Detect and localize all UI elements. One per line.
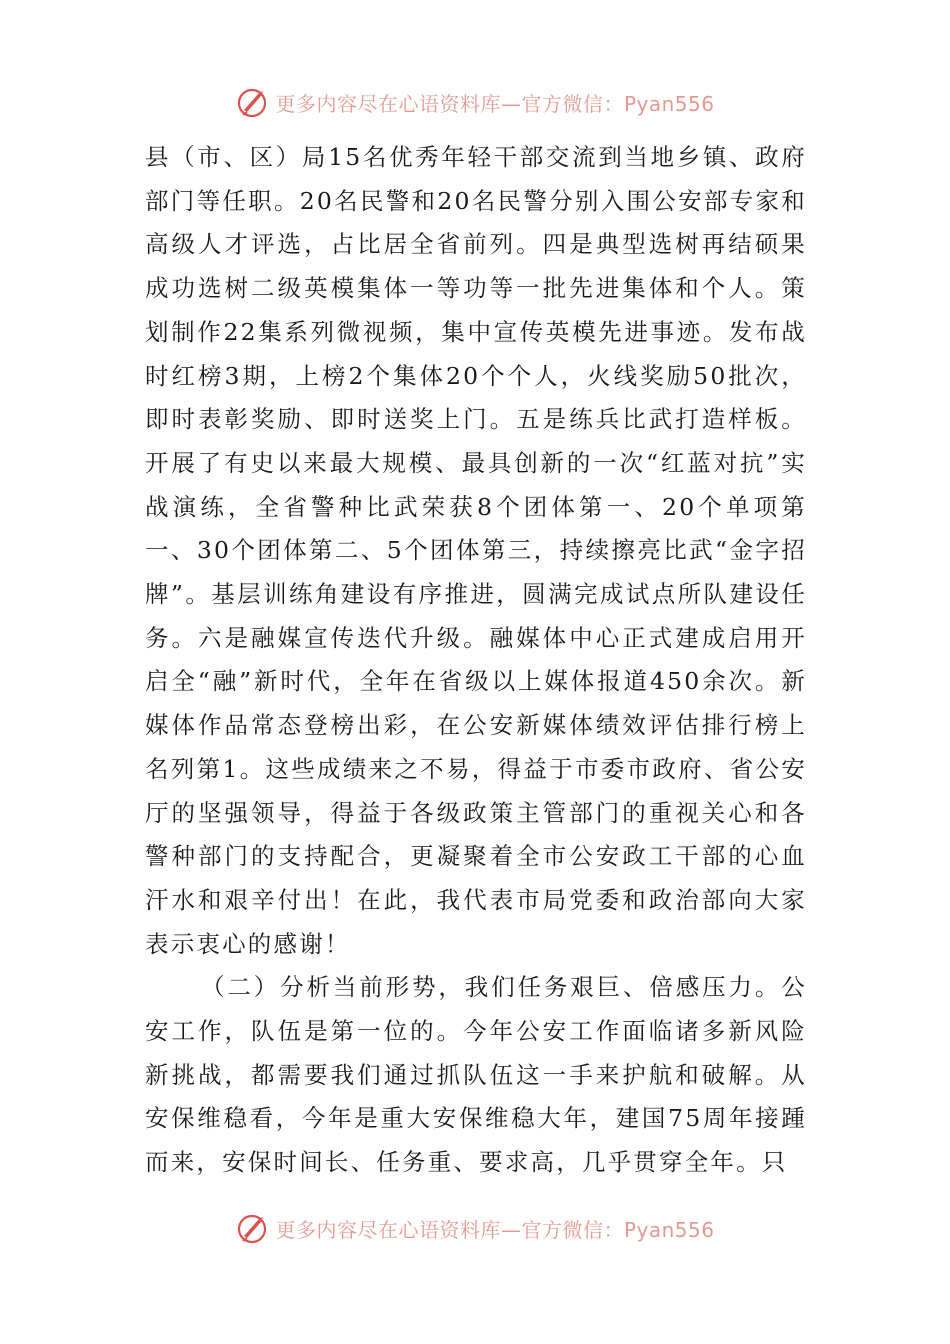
document-body	[145, 136, 807, 1185]
watermark-footer	[0, 1208, 950, 1248]
body-paragraph: （二）分析当前形势，我们任务艰巨、倍感压力。公安工作，队伍是第一位的。今年公安工作面临诸多新风险新挑战，都需要我们通过抓队伍这一手来护航和破解。从安保维稳看，今年是重大安保维稳大年，建国75周年接踵而来，安保时间长、任务重、要求高，几乎贯穿全年。只	[145, 973, 807, 1177]
watermark-header	[0, 82, 950, 122]
quill-pen-circle-icon	[235, 1210, 271, 1246]
quill-pen-circle-icon	[235, 84, 271, 120]
body-paragraph: 县（市、区）局15名优秀年轻干部交流到当地乡镇、政府部门等任职。20名民警和20名民警分别入围公安部专家和高级人才评选，占比居全省前列。四是典型选树再结硕果成功选树二级英模集体一等功等一批先进集体和个人。策划制作22集系列微视频，集中宣传英模先进事迹。发布战时红榜3期，上榜2个集体20个个人，火线奖励50批次，即时表彰奖励、即时送奖上门。五是练兵比武打造样板。开展了有史以来最大规模、最具创新的一次“红蓝对抗”实战演练，全省警种比武荣获8个团体第一、20个单项第一、30个团体第二、5个团体第三，持续擦亮比武“金字招牌”。基层训练角建设有序推进，圆满完成试点所队建设任务。六是融媒宣传迭代升级。融媒体中心正式建成启用开启全“融”新时代，全年在省级以上媒体报道450余次。新媒体作品常态登榜出彩，在公安新媒体绩效评估排行榜上名列第1。这些成绩来之不易，得益于市委市政府、省公安厅的坚强领导，得益于各级政策主管部门的重视关心和各警种部门的支持配合，更凝聚着全市公安政工干部的心血汗水和艰辛付出！在此，我代表市局党委和政治部向大家表示衷心的感谢！	[145, 143, 807, 958]
watermark-text: 更多内容尽在心语资料库—官方微信：Pyan556	[275, 91, 715, 116]
watermark-text: 更多内容尽在心语资料库—官方微信：Pyan556	[275, 1217, 715, 1242]
